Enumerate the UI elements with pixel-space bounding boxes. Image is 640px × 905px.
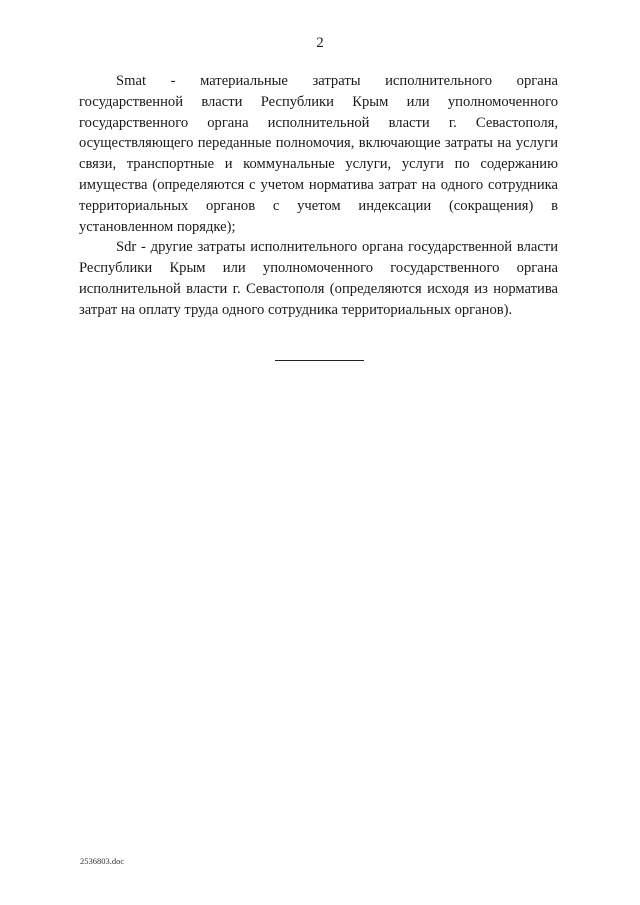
end-divider	[275, 360, 364, 361]
document-body	[79, 71, 558, 321]
paragraph-smat: Smat - материальные затраты исполнительного органа государственной власти Республики Крым или уполномоченного государственного органа исполнительной власти г. Севастополя, осуществляющего переданные полномочия, включающие затраты на услуги связи, транспортные и коммунальные услуги, услуги по содержанию имущества (определяются с учетом норматива затрат на одного сотрудника территориальных органов с учетом индексации (сокращения) в установленном порядке);	[79, 73, 558, 235]
footer-filename: 2536803.doc	[80, 856, 125, 866]
paragraph-sdr: Sdr - другие затраты исполнительного органа государственной власти Республики Крым или уполномоченного государственного органа исполнительной власти г. Севастополя (определяются исходя из норматива затрат на оплату труда одного сотрудника территориальных органов).	[79, 239, 558, 318]
page-number: 2	[316, 35, 324, 51]
